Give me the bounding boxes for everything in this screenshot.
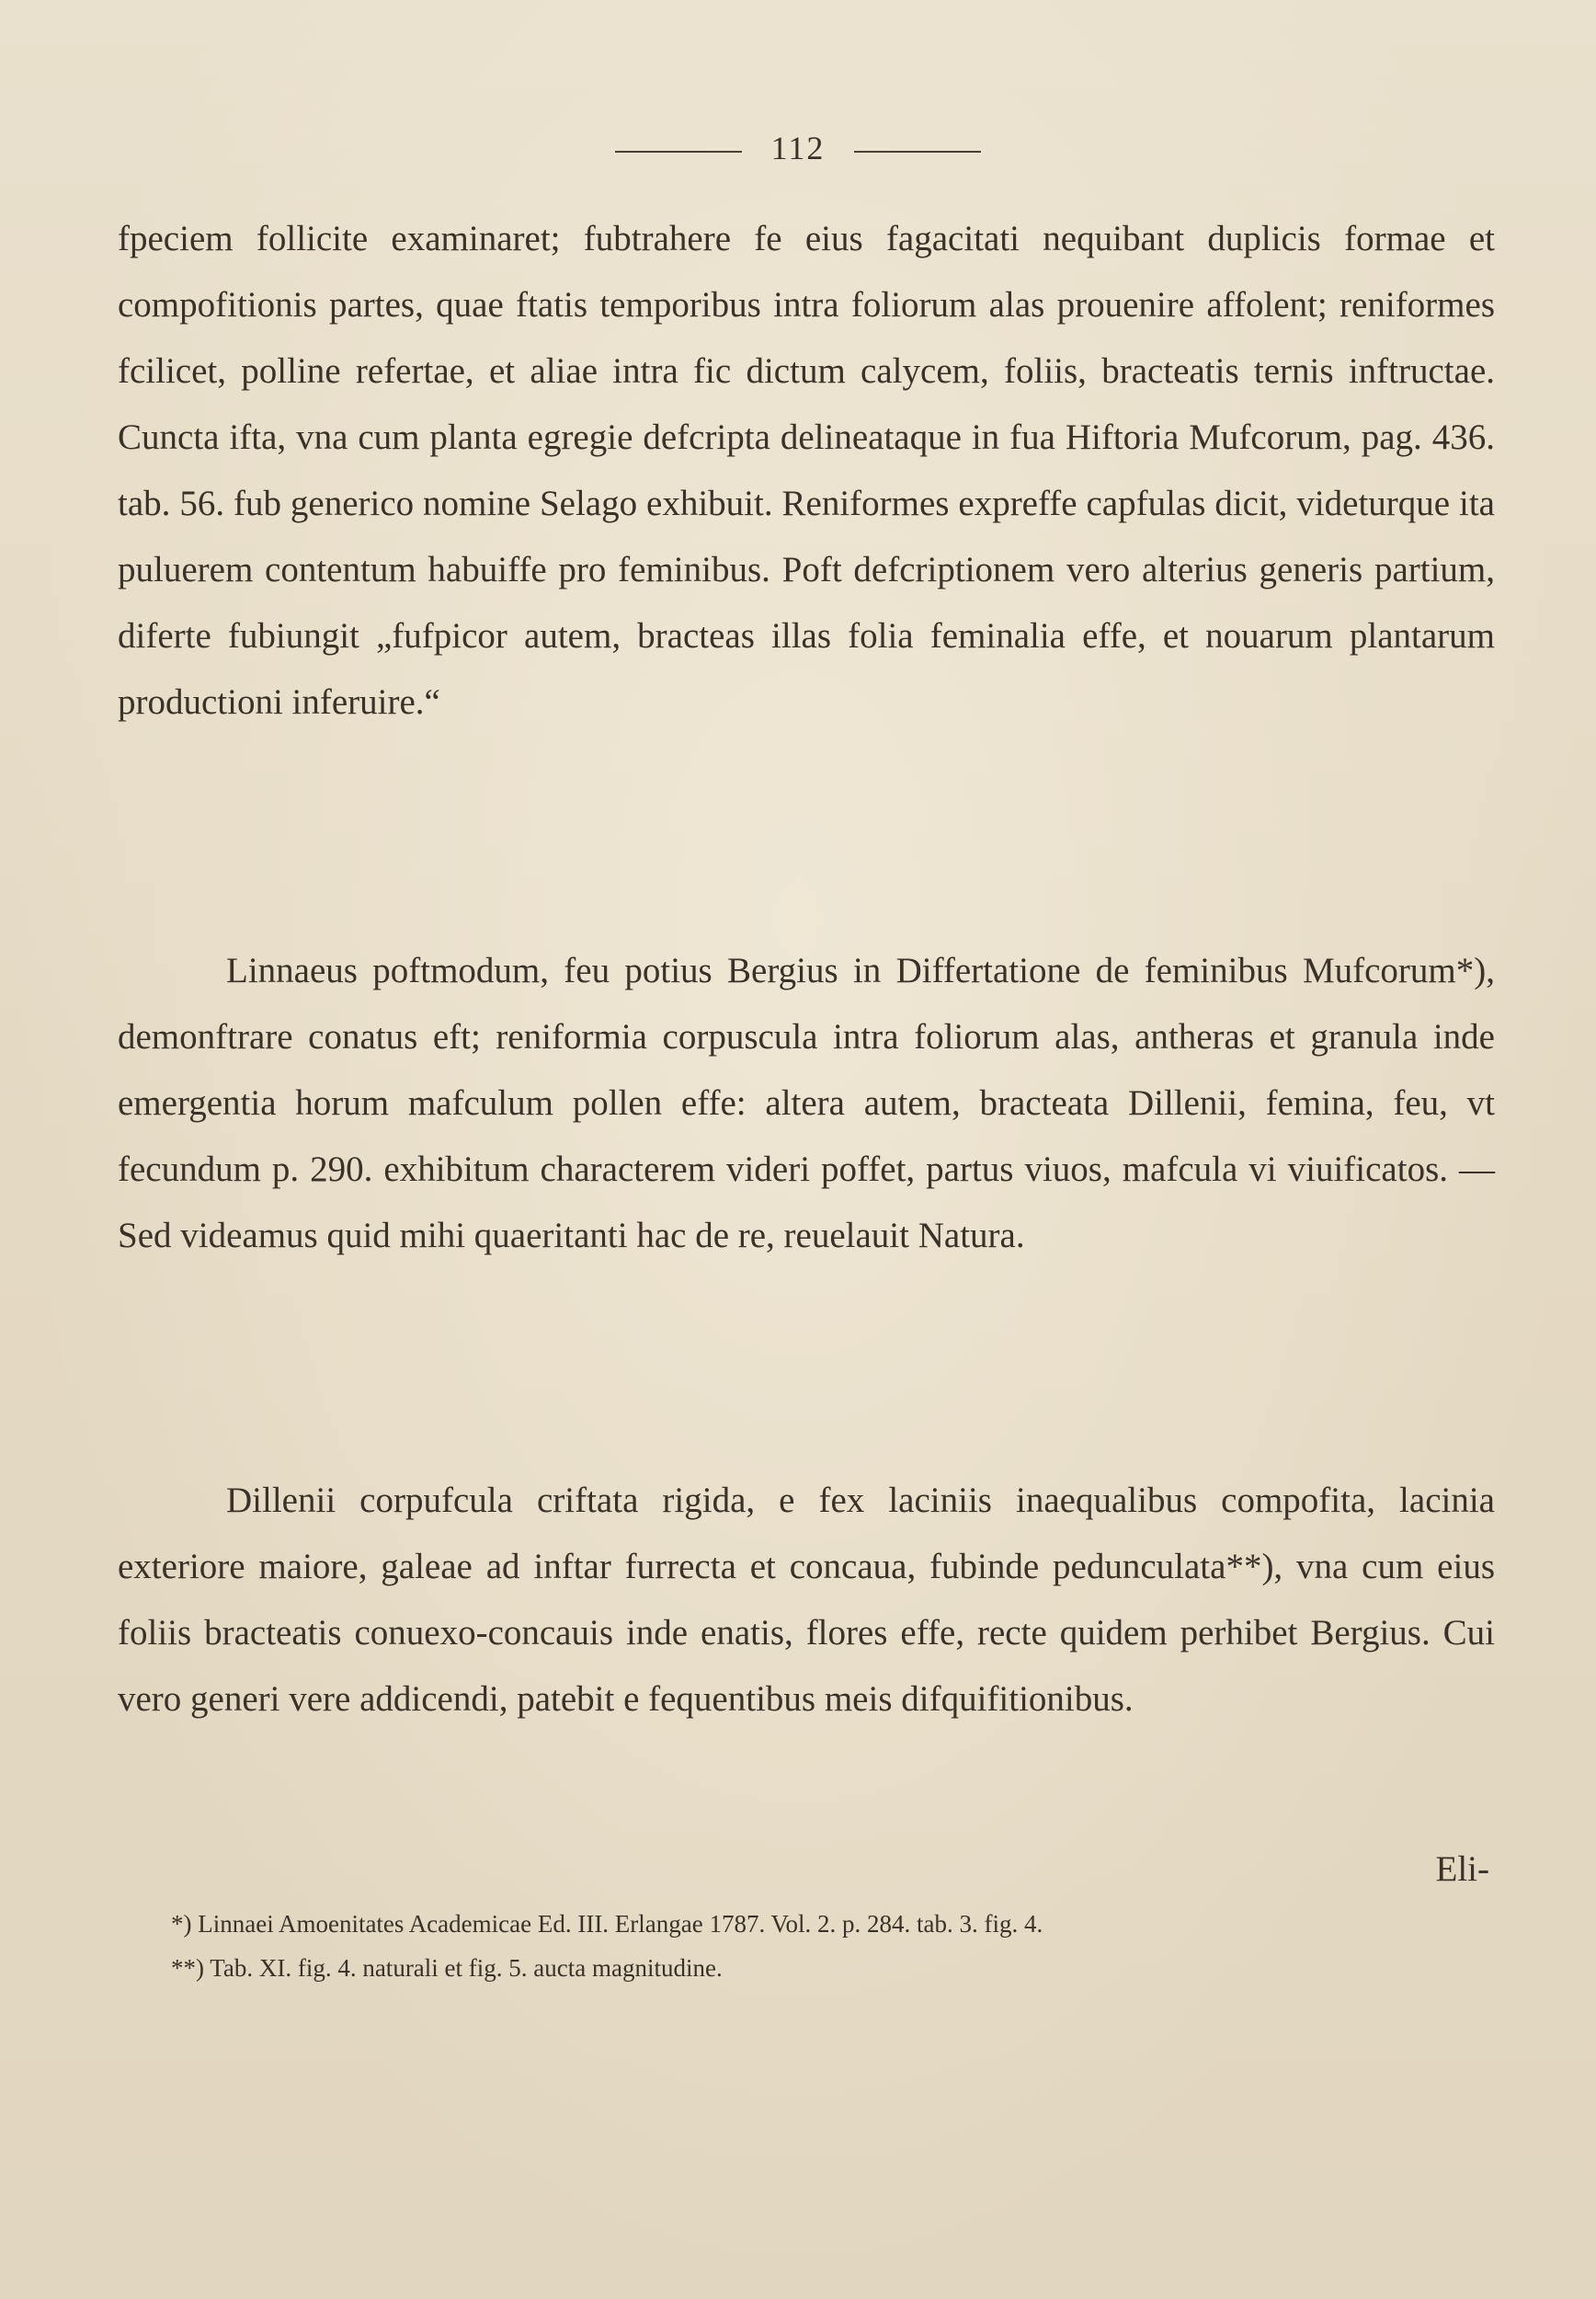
- footnotes: [171, 1902, 1458, 1990]
- header-rule-left: [615, 151, 742, 153]
- catchword: Eli-: [1435, 1849, 1489, 1889]
- paragraph-1: fpeciem follicite examinaret; fubtrahere fe eius fagacitati nequibant duplicis formae et compofitionis partes, quae ftatis temporibus intra foliorum alas prouenire affolent; reniformes fcilicet, polline refertae, et aliae intra fic dictum calycem, foliis, bracteatis ternis inftructae. Cuncta ifta, vna cum planta egregie defcripta delineataque in fua Hiftoria Mufcorum, pag. 436. tab. 56. fub generico nomine Selago exhibuit. Reniformes expreffe capfulas dicit, videturque ita puluerem contentum habuiffe pro feminibus. Poft defcriptionem vero alterius generis partium, diferte fubiungit „fufpicor autem, bracteas illas folia feminalia effe, et nouarum plantarum productioni inferuire.“: [118, 219, 1495, 722]
- header-rule-right: [854, 151, 981, 153]
- page-number: 112: [770, 130, 826, 166]
- paragraph-3: Dillenii corpufcula criftata rigida, e fex laciniis inaequalibus compofita, lacinia exteriore maiore, galeae ad inftar furrecta et concaua, fubinde pedunculata**), vna cum eius foliis bracteatis conuexo-concauis inde enatis, flores effe, recte quidem perhibet Bergius. Cui vero generi vere addicendi, patebit e fequentibus meis difquifitionibus.: [118, 1481, 1495, 1719]
- page-header: [0, 129, 1596, 167]
- footnote-2: **) Tab. XI. fig. 4. naturali et fig. 5. aucta magnitudine.: [171, 1954, 723, 1982]
- paragraph-2: Linnaeus poftmodum, feu potius Bergius in Differtatione de feminibus Mufcorum*), demonftrare conatus eft; reniformia corpuscula intra foliorum alas, antheras et granula inde emergentia horum mafculum pollen effe: altera autem, bracteata Dillenii, femina, feu, vt fecundum p. 290. exhibitum characterem videri poffet, partus viuos, mafcula vi viuificatos. — Sed videamus quid mihi quaeritanti hac de re, reuelauit Natura.: [118, 951, 1495, 1255]
- footnote-1: *) Linnaei Amoenitates Academicae Ed. III. Erlangae 1787. Vol. 2. p. 284. tab. 3. fig. 4.: [171, 1910, 1043, 1938]
